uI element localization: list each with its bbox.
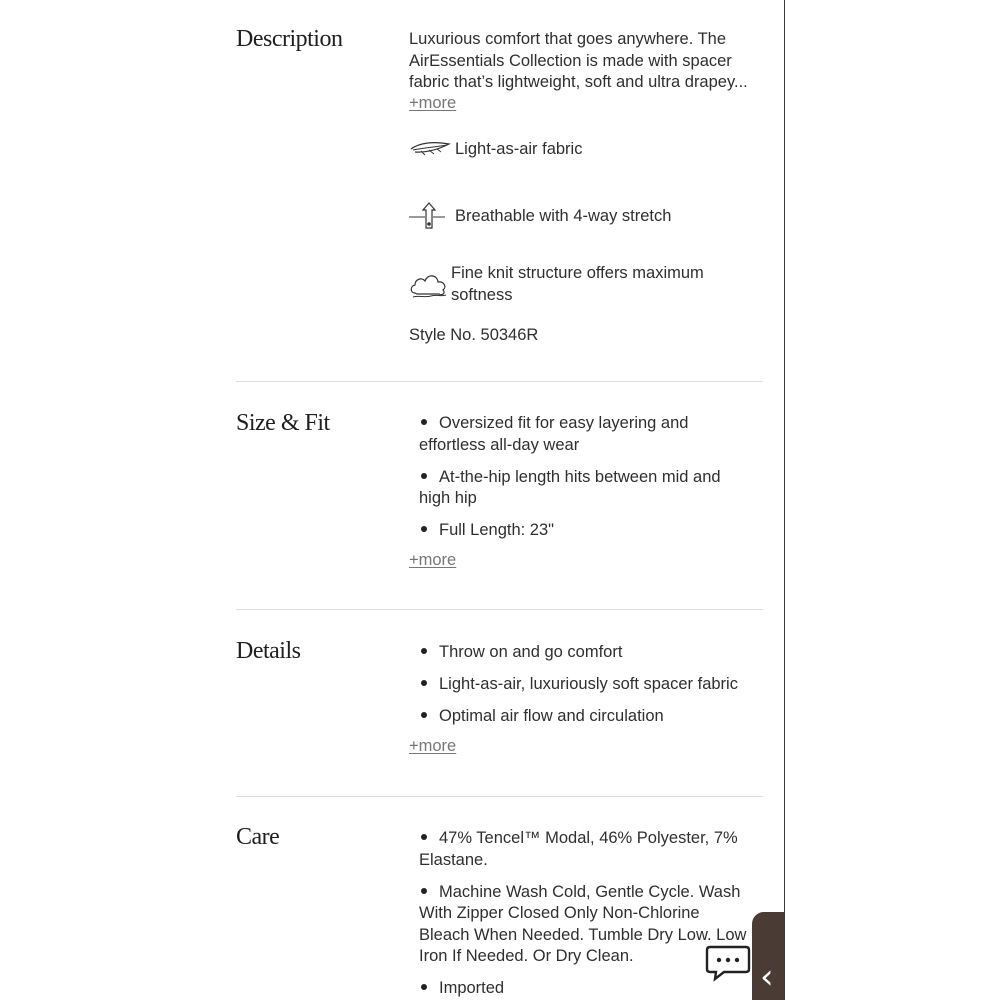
description-heading: Description [236,26,343,52]
list-item: Full Length: 23" [419,520,763,542]
details-more-link[interactable]: +more [409,737,457,755]
details-heading: Details [236,638,301,664]
feather-icon [409,139,455,159]
stretch-arrows-icon [409,202,455,232]
list-item: Light-as-air, luxuriously soft spacer fabric [419,674,763,696]
feature-text: Light-as-air fabric [455,139,583,158]
feature-text-line: softness [451,285,513,304]
description-content [409,29,763,345]
list-item: 47% Tencel™ Modal, 46% Polyester, 7% Elastane. [419,829,738,869]
description-line: AirEssentials Collection is made with spacer [409,51,732,70]
section-divider [236,381,763,382]
care-heading: Care [236,824,280,850]
list-item: At-the-hip length hits between mid and high hip [419,467,721,507]
feature-item [409,139,763,161]
size-fit-list [419,413,763,542]
size-fit-more-link[interactable]: +more [409,551,457,569]
section-divider [236,609,763,610]
chat-bubble-icon [704,944,752,982]
list-item: Optimal air flow and circulation [419,706,763,728]
details-list [419,642,763,728]
feature-text-line: Fine knit structure offers maximum [451,264,704,282]
side-drawer-tab[interactable] [752,912,785,1000]
list-item: Throw on and go comfort [419,642,763,664]
feature-text [451,263,704,306]
description-line: fabric that’s lightweight, soft and ultra drapey... [409,73,748,91]
chevron-left-icon: ‹ [760,957,774,997]
cloud-icon [409,271,455,299]
style-number: Style No. 50346R [409,326,539,344]
feature-item [409,263,763,306]
feature-item [409,202,763,232]
list-item: Machine Wash Cold, Gentle Cycle. Wash With Zipper Closed Only Non-Chlorine Bleach When Needed. Tumble Dry Low. Low Iron If Needed. Or Dry Clean. [419,882,747,965]
description-line: Luxurious comfort that goes anywhere. The [409,30,727,48]
feature-text: Breathable with 4-way stretch [455,207,672,226]
size-fit-heading: Size & Fit [236,410,330,436]
chat-button[interactable] [704,944,752,980]
description-more-link[interactable]: +more [409,93,457,112]
list-item: Imported [419,978,763,1000]
description-text [409,29,763,94]
list-item: Oversized fit for easy layering and effortless all-day wear [419,414,689,454]
details-content [409,642,763,756]
size-fit-content [409,413,763,570]
section-divider [236,796,763,797]
